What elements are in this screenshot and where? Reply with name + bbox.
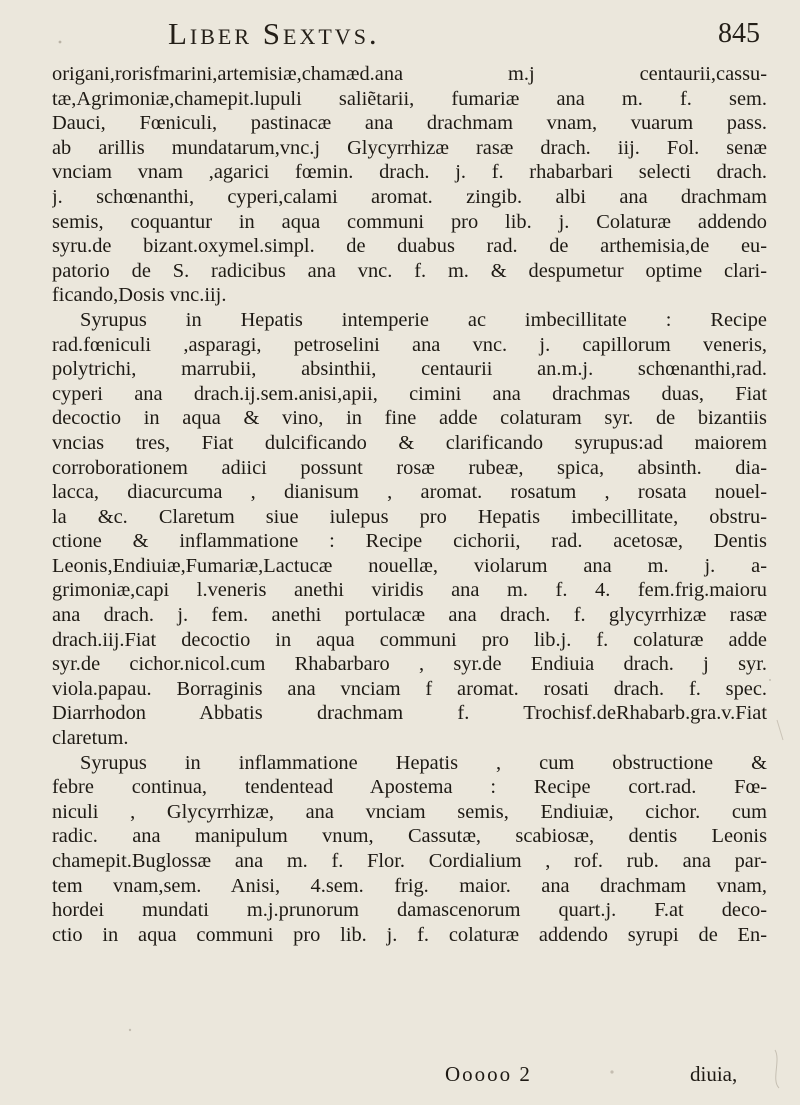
- text-line: rad.fœniculi ,asparagi, petroselini ana vnc. j. capillorum veneris,: [52, 333, 767, 356]
- text-line: vncias tres, Fiat dulcificando & clarificando syrupus:ad maiorem: [52, 431, 767, 454]
- text-line: grimoniæ,capi l.veneris anethi viridis ana m. f. 4. fem.frig.maioru: [52, 579, 767, 602]
- text-line: tem vnam,sem. Anisi, 4.sem. frig. maior. ana drachmam vnam,: [52, 874, 767, 897]
- text-line: polytrichi, marrubii, absinthii, centaurii an.m.j. schœnanthi,rad.: [52, 358, 767, 381]
- text-body: [52, 62, 767, 947]
- text-line: Dauci, Fœniculi, pastinacæ ana drachmam vnam, vuarum pass.: [52, 112, 767, 135]
- catchline: [0, 1062, 800, 1092]
- text-line: viola.papau. Borraginis ana vnciam f aromat. rosati drach. f. spec.: [52, 677, 767, 700]
- text-line: ficando,Dosis vnc.iij.: [52, 284, 227, 307]
- text-line: j. schœnanthi, cyperi,calami aromat. zingib. albi ana drachmam: [52, 185, 767, 208]
- text-line: ctio in aqua communi pro lib. j. f. colaturæ addendo syrupi de En-: [52, 923, 767, 946]
- text-line: cyperi ana drach.ij.sem.anisi,apii, cimini ana drachmas duas, Fiat: [52, 382, 767, 405]
- text-line: ctione & inflammatione : Recipe cichorii, rad. acetosæ, Dentis: [52, 530, 767, 553]
- text-line: drach.iij.Fiat decoctio in aqua communi pro lib.j. f. colaturæ adde: [52, 628, 767, 651]
- text-line: corroborationem adiici possunt rosæ rubeæ, spica, absinth. dia-: [52, 456, 767, 479]
- text-line: la &c. Claretum siue iulepus pro Hepatis imbecillitate, obstru-: [52, 505, 767, 528]
- text-line: hordei mundati m.j.prunorum damascenorum quart.j. F.at deco-: [52, 899, 767, 922]
- text-line: ana drach. j. fem. anethi portulacæ ana drach. f. glycyrrhizæ rasæ: [52, 604, 767, 627]
- text-line: niculi , Glycyrrhizæ, ana vnciam semis, Endiuiæ, cichor. cum: [52, 800, 767, 823]
- text-line: radic. ana manipulum vnum, Cassutæ, scabiosæ, dentis Leonis: [52, 825, 767, 848]
- catchword: diuia,: [690, 1062, 738, 1086]
- text-line: chamepit.Buglossæ ana m. f. Flor. Cordialium , rof. rub. ana par-: [52, 850, 767, 872]
- running-head: Liber Sextvs.: [168, 16, 380, 51]
- text-line: Leonis,Endiuiæ,Fumariæ,Lactucæ nouellæ, violarum ana m. j. a-: [52, 554, 767, 577]
- text-line: Diarrhodon Abbatis drachmam f. Trochisf.deRhabarb.gra.v.Fiat: [52, 702, 767, 725]
- text-line: syr.de cichor.nicol.cum Rhabarbaro , syr.de Endiuia drach. j syr.: [52, 653, 767, 676]
- text-line: lacca, diacurcuma , dianisum , aromat. rosatum , rosata nouel-: [52, 481, 767, 504]
- text-line: syru.de bizant.oxymel.simpl. de duabus rad. de arthemisia,de eu-: [52, 235, 767, 258]
- page-number: 845: [718, 18, 760, 49]
- text-line: claretum.: [52, 727, 129, 750]
- text-line: febre continua, tendentead Apostema : Recipe cort.rad. Fœ-: [52, 776, 767, 799]
- text-line: origani,rorisfmarini,artemisiæ,chamæd.ana m.j centaurii,cassu-: [52, 63, 767, 85]
- text-line: patorio de S. radicibus ana vnc. f. m. & despumetur optime clari-: [52, 259, 767, 282]
- text-line: Syrupus in Hepatis intemperie ac imbecillitate : Recipe: [80, 308, 767, 331]
- text-line: tæ,Agrimoniæ,chamepit.lupuli saliẽtarii, fumariæ ana m. f. sem.: [52, 87, 767, 110]
- text-line: semis, coquantur in aqua communi pro lib. j. Colaturæ addendo: [52, 210, 767, 233]
- signature-mark: Ooooo 2: [445, 1062, 532, 1086]
- text-line: Syrupus in inflammatione Hepatis , cum obstructione &: [80, 751, 767, 774]
- text-line: ab arillis mundatarum,vnc.j Glycyrrhizæ rasæ drach. iij. Fol. senæ: [52, 136, 767, 159]
- page-header: [0, 14, 800, 58]
- text-line: vnciam vnam ,agarici fœmin. drach. j. f. rhabarbari selecti drach.: [52, 161, 767, 184]
- text-line: decoctio in aqua & vino, in fine adde colaturam syr. de bizantiis: [52, 407, 767, 430]
